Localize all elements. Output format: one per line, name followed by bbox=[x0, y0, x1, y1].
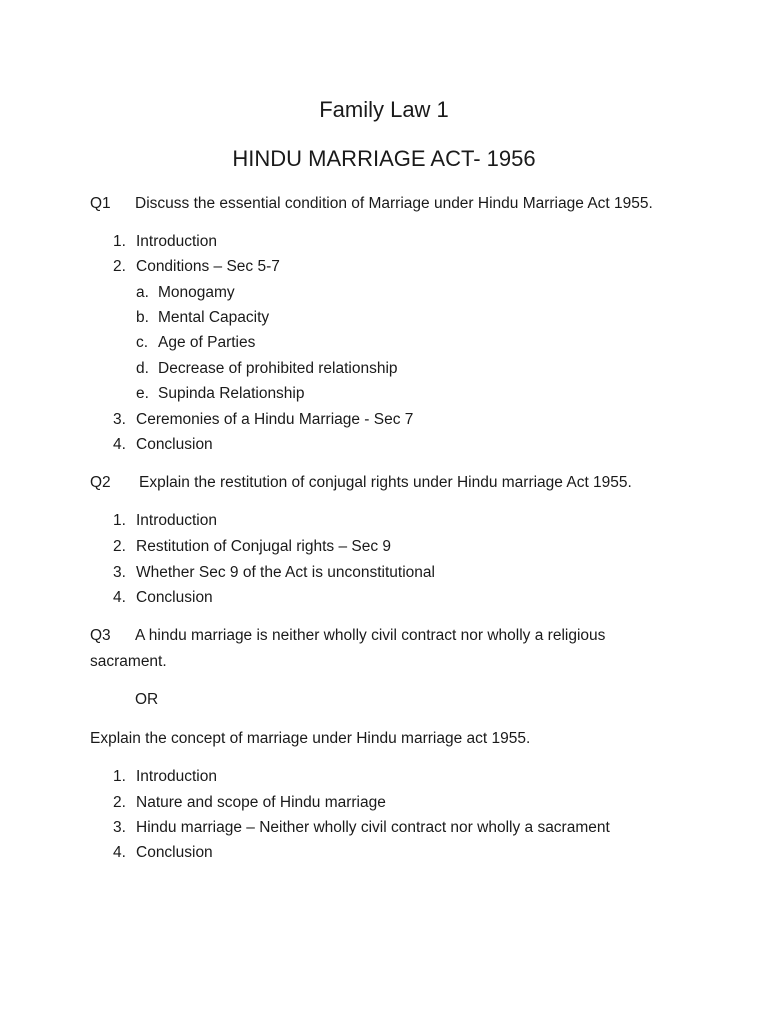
list-number: 1. bbox=[113, 512, 126, 529]
list-item: Ceremonies of a Hindu Marriage - Sec 7 bbox=[136, 411, 414, 428]
list-item: Introduction bbox=[136, 233, 217, 250]
sublist-item: Decrease of prohibited relationship bbox=[158, 360, 398, 377]
sublist-letter: a. bbox=[136, 284, 149, 301]
q3-alt-text: Explain the concept of marriage under Hindu marriage act 1955. bbox=[90, 730, 531, 747]
q1-label: Q1 bbox=[90, 195, 111, 212]
list-item: Hindu marriage – Neither wholly civil contract nor wholly a sacrament bbox=[136, 819, 610, 836]
sublist-letter: c. bbox=[136, 334, 149, 351]
q2-text: Explain the restitution of conjugal rights under Hindu marriage Act 1955. bbox=[139, 474, 632, 491]
sublist-item: Supinda Relationship bbox=[158, 385, 305, 402]
document-subtitle: HINDU MARRIAGE ACT- 1956 bbox=[232, 146, 536, 171]
list-number: 2. bbox=[113, 538, 126, 555]
q3-or: OR bbox=[135, 691, 159, 708]
list-item: Conclusion bbox=[136, 844, 213, 861]
list-item: Restitution of Conjugal rights – Sec 9 bbox=[136, 538, 392, 555]
q3-text-line1: A hindu marriage is neither wholly civil contract nor wholly a religious bbox=[135, 627, 606, 644]
list-item: Introduction bbox=[136, 768, 217, 785]
list-number: 4. bbox=[113, 844, 126, 861]
list-item: Introduction bbox=[136, 512, 217, 529]
document-title: Family Law 1 bbox=[319, 97, 449, 122]
list-item: Nature and scope of Hindu marriage bbox=[136, 794, 386, 811]
list-item: Conclusion bbox=[136, 436, 213, 453]
sublist-item: Mental Capacity bbox=[158, 309, 270, 326]
list-item: Conclusion bbox=[136, 589, 213, 606]
sublist-item: Monogamy bbox=[158, 284, 235, 301]
q2-label: Q2 bbox=[90, 474, 111, 491]
list-item: Whether Sec 9 of the Act is unconstitutional bbox=[136, 564, 435, 581]
list-number: 3. bbox=[113, 819, 126, 836]
list-number: 1. bbox=[113, 233, 126, 250]
sublist-letter: d. bbox=[136, 360, 149, 377]
list-number: 3. bbox=[113, 411, 126, 428]
list-number: 4. bbox=[113, 436, 126, 453]
sublist-letter: b. bbox=[136, 309, 149, 326]
list-number: 4. bbox=[113, 589, 126, 606]
list-item: Conditions – Sec 5-7 bbox=[136, 258, 280, 275]
sublist-letter: e. bbox=[136, 385, 149, 402]
q1-text: Discuss the essential condition of Marriage under Hindu Marriage Act 1955. bbox=[135, 195, 653, 212]
q3-label: Q3 bbox=[90, 627, 111, 644]
list-number: 2. bbox=[113, 258, 126, 275]
list-number: 1. bbox=[113, 768, 126, 785]
q3-text-line2: sacrament. bbox=[90, 653, 167, 670]
sublist-item: Age of Parties bbox=[158, 334, 256, 351]
list-number: 2. bbox=[113, 794, 126, 811]
list-number: 3. bbox=[113, 564, 126, 581]
